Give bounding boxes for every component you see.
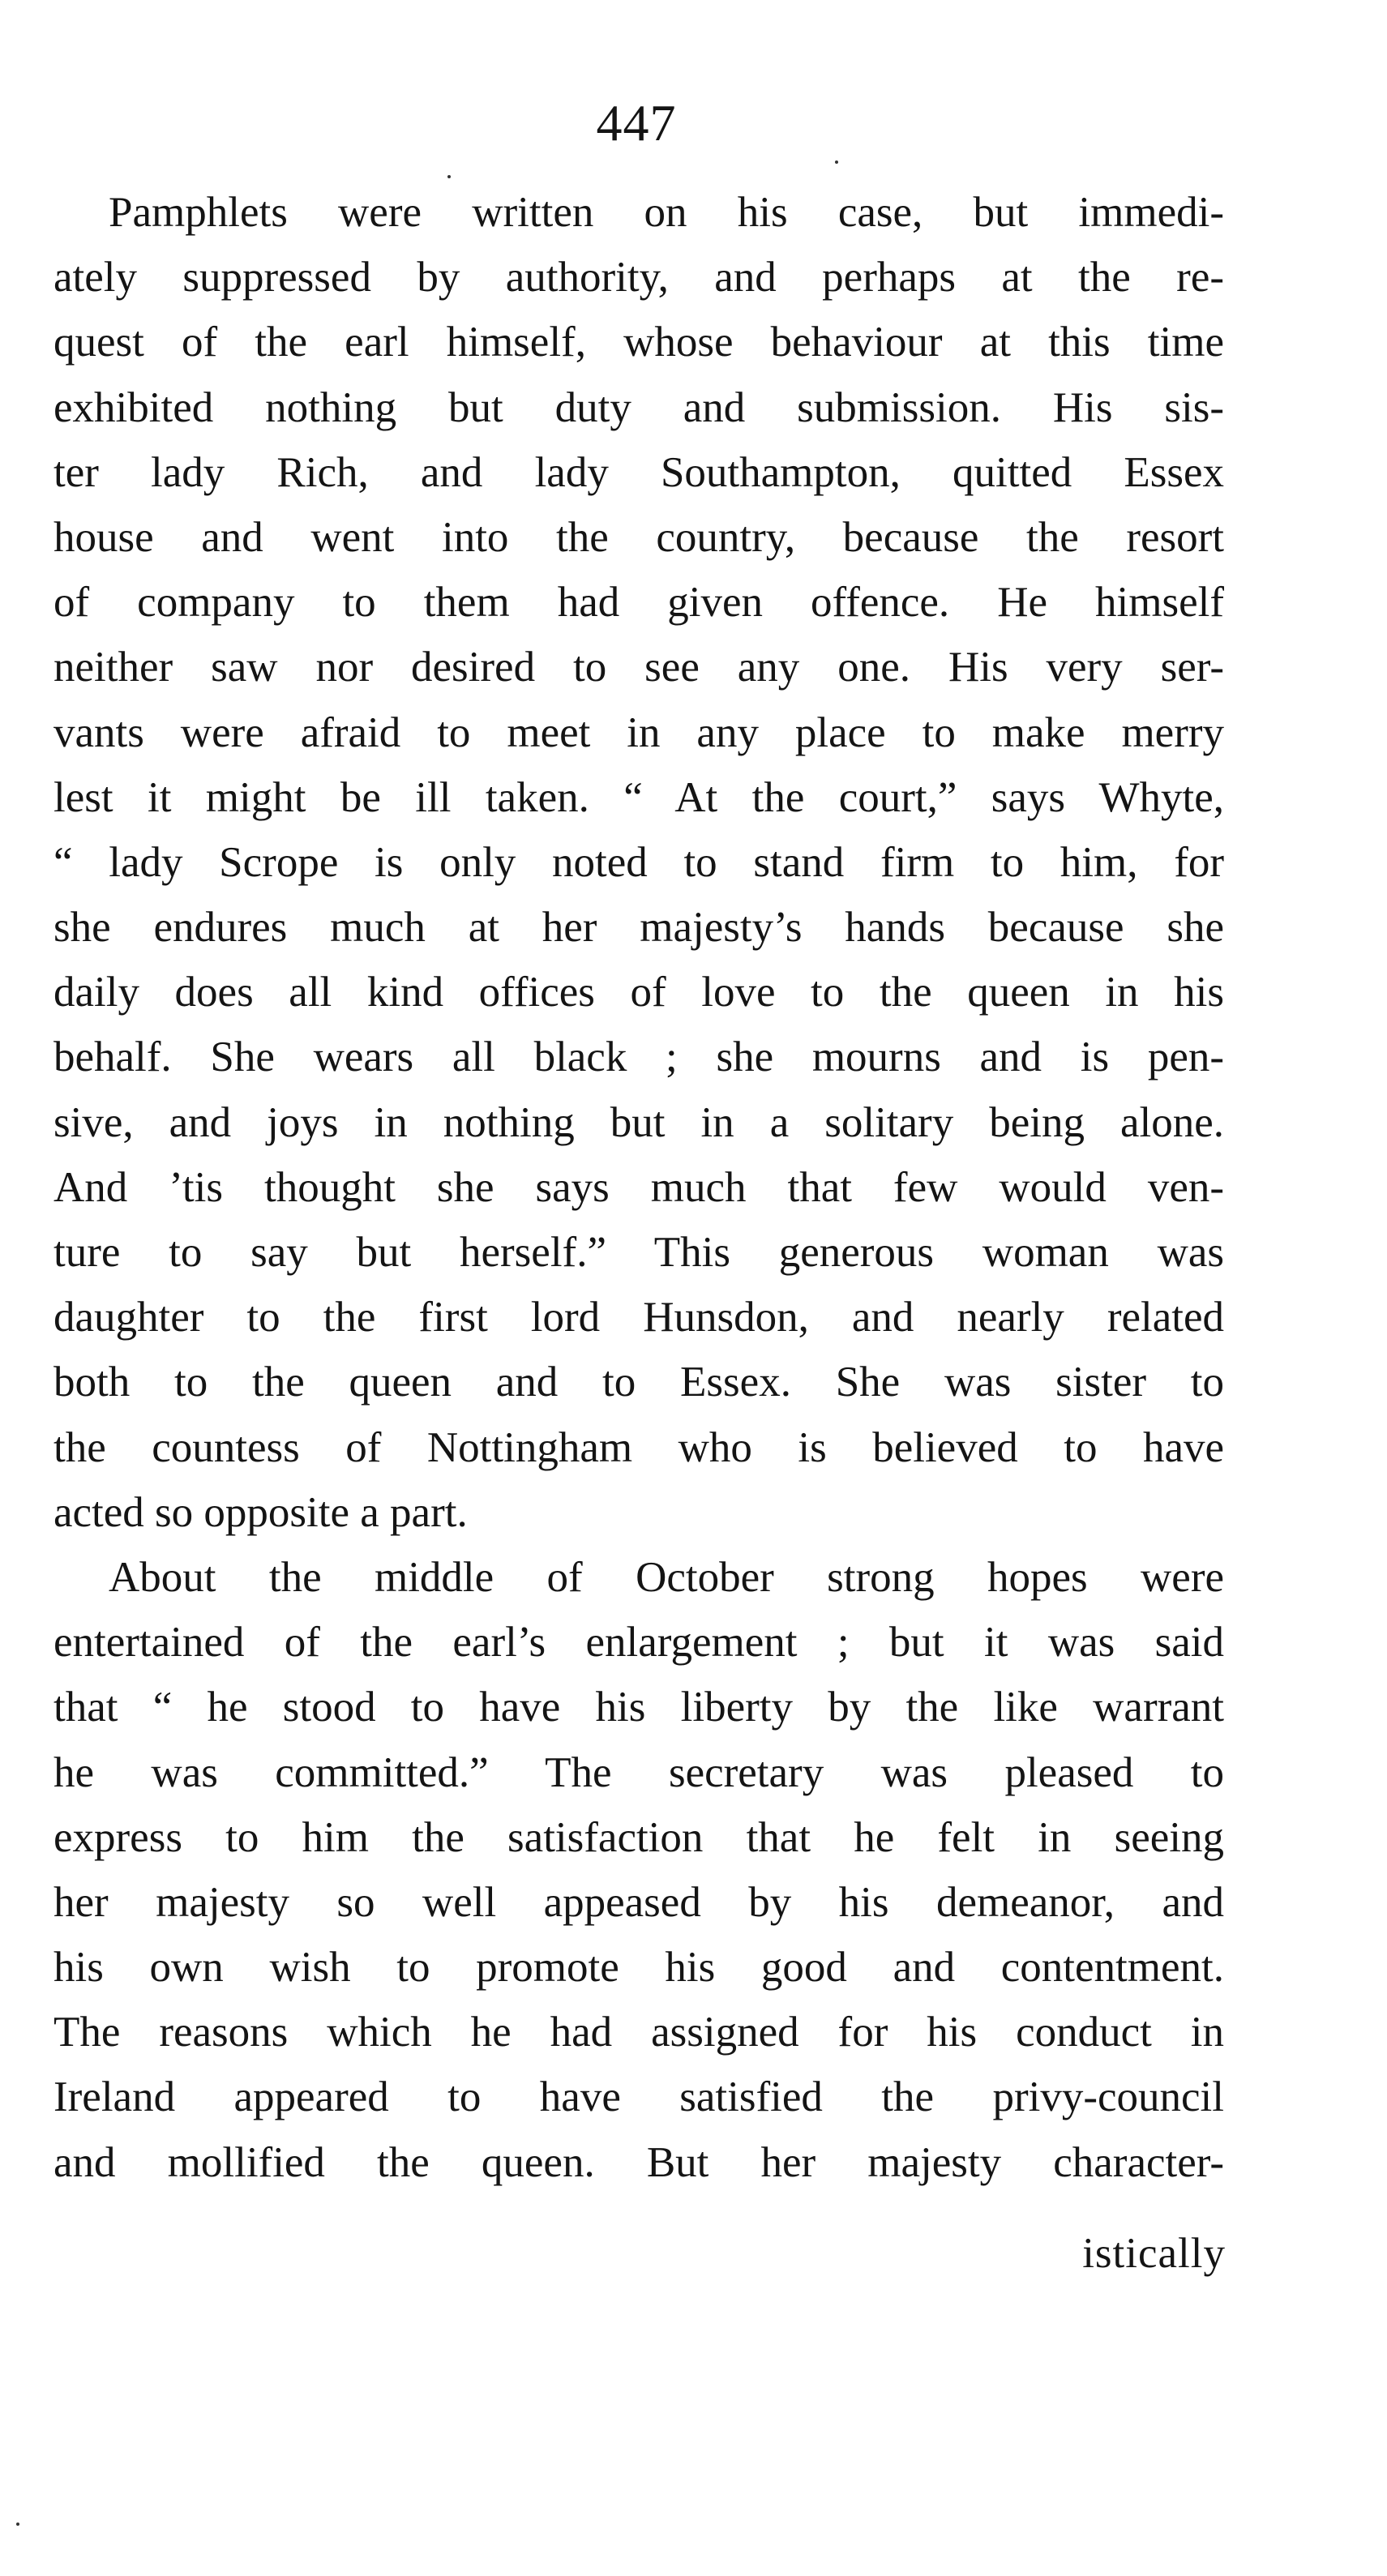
- paper-speck: [835, 160, 838, 164]
- text-line: of company to them had given offence. He himself: [54, 579, 1224, 627]
- text-line: he was committed.” The secretary was pleased to: [54, 1748, 1224, 1796]
- text-line: The reasons which he had assigned for his conduct in: [54, 2009, 1224, 2056]
- text-line: neither saw nor desired to see any one. His very ser-: [54, 644, 1224, 691]
- text-line: ately suppressed by authority, and perhaps at the re-: [54, 254, 1224, 302]
- text-line: house and went into the country, because the resort: [54, 513, 1224, 561]
- text-line: his own wish to promote his good and contentment.: [54, 1944, 1224, 1992]
- text-line: exhibited nothing but duty and submission. His sis-: [54, 383, 1224, 431]
- text-line: ture to say but herself.” This generous woman was: [54, 1229, 1224, 1276]
- text-line: the countess of Nottingham who is believed to have: [54, 1423, 1224, 1471]
- paper-speck: [447, 175, 451, 178]
- text-line: lest it might be ill taken. “ At the court,” says Whyte,: [54, 773, 1224, 821]
- text-line: “ lady Scrope is only noted to stand firm to him, for: [54, 838, 1224, 886]
- text-line: vants were afraid to meet in any place to make merry: [54, 708, 1224, 756]
- text-line: About the middle of October strong hopes were: [109, 1553, 1224, 1601]
- text-line: express to him the satisfaction that he felt in seeing: [54, 1813, 1224, 1861]
- text-line: And ’tis thought she says much that few would ven-: [54, 1163, 1224, 1211]
- text-line: Ireland appeared to have satisfied the privy-council: [54, 2073, 1224, 2121]
- text-line: ter lady Rich, and lady Southampton, quitted Essex: [54, 448, 1224, 496]
- text-line: both to the queen and to Essex. She was sister to: [54, 1359, 1224, 1406]
- text-line: sive, and joys in nothing but in a solitary being alone.: [54, 1098, 1224, 1146]
- body-text: [54, 180, 1224, 2195]
- text-line: and mollified the queen. But her majesty character-: [54, 2138, 1224, 2186]
- text-line: entertained of the earl’s enlargement ; but it was said: [54, 1619, 1224, 1667]
- text-line: quest of the earl himself, whose behaviour at this time: [54, 319, 1224, 366]
- text-line: acted so opposite a part.: [54, 1488, 468, 1536]
- text-line: daily does all kind offices of love to the queen in his: [54, 969, 1224, 1016]
- text-line: Pamphlets were written on his case, but immedi-: [109, 189, 1224, 236]
- paper-speck: [16, 2523, 19, 2526]
- text-line: behalf. She wears all black ; she mourns and is pen-: [54, 1033, 1224, 1081]
- text-line: she endures much at her majesty’s hands because she: [54, 904, 1224, 952]
- text-line: that “ he stood to have his liberty by the like warrant: [54, 1684, 1224, 1731]
- text-line: her majesty so well appeased by his demeanor, and: [54, 1878, 1224, 1926]
- text-line: daughter to the first lord Hunsdon, and nearly related: [54, 1294, 1224, 1341]
- page-number: 447: [596, 94, 677, 152]
- catchword: istically: [1082, 2230, 1226, 2277]
